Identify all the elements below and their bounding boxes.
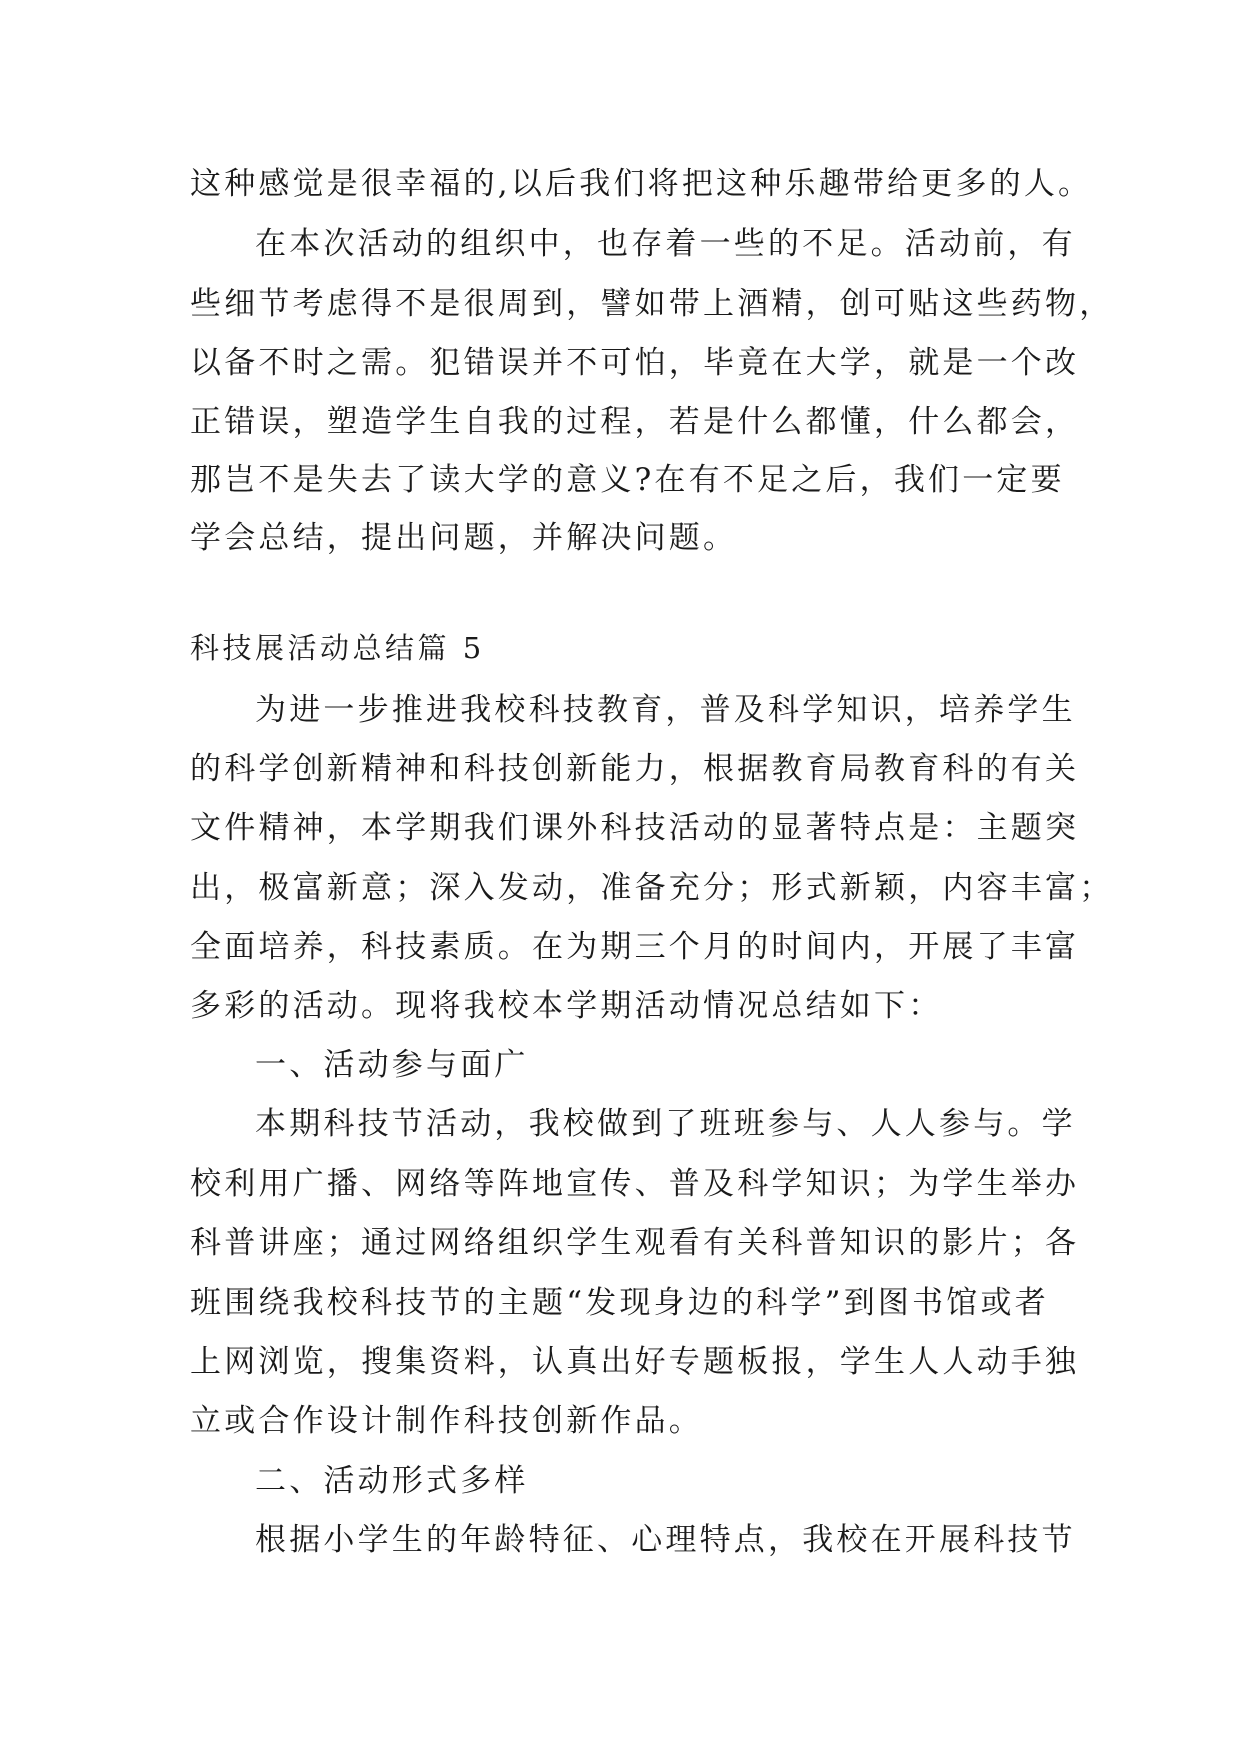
paragraph-line: 科普讲座；通过网络组织学生观看有关科普知识的影片；各 bbox=[190, 1225, 1080, 1261]
paragraph-line: 以备不时之需。犯错误并不可怕，毕竟在大学，就是一个改 bbox=[190, 345, 1080, 381]
paragraph-line: 上网浏览，搜集资料，认真出好专题板报，学生人人动手独 bbox=[190, 1344, 1080, 1380]
paragraph-line: 根据小学生的年龄特征、心理特点，我校在开展科技节 bbox=[255, 1522, 1076, 1558]
section-heading: 科技展活动总结篇 5 bbox=[190, 631, 485, 665]
paragraph-line: 那岂不是失去了读大学的意义?在有不足之后，我们一定要 bbox=[190, 462, 1065, 498]
paragraph-line: 在本次活动的组织中，也存着一些的不足。活动前，有 bbox=[255, 226, 1076, 262]
subsection-heading: 一、活动参与面广 bbox=[255, 1047, 529, 1083]
paragraph-line: 多彩的活动。现将我校本学期活动情况总结如下： bbox=[190, 988, 943, 1024]
paragraph-line: 立或合作设计制作科技创新作品。 bbox=[190, 1403, 703, 1439]
paragraph-line: 这种感觉是很幸福的,以后我们将把这种乐趣带给更多的人。 bbox=[190, 166, 1093, 202]
paragraph-line: 的科学创新精神和科技创新能力，根据教育局教育科的有关 bbox=[190, 751, 1080, 787]
paragraph-line: 出，极富新意；深入发动，准备充分；形式新颖，内容丰富； bbox=[190, 870, 1114, 906]
paragraph-line: 些细节考虑得不是很周到，譬如带上酒精，创可贴这些药物， bbox=[190, 286, 1114, 322]
paragraph-line: 学会总结，提出问题，并解决问题。 bbox=[190, 520, 738, 556]
paragraph-line: 校利用广播、网络等阵地宣传、普及科学知识；为学生举办 bbox=[190, 1166, 1080, 1202]
subsection-heading: 二、活动形式多样 bbox=[255, 1463, 529, 1499]
paragraph-line: 本期科技节活动，我校做到了班班参与、人人参与。学 bbox=[255, 1106, 1076, 1142]
paragraph-line: 文件精神，本学期我们课外科技活动的显著特点是：主题突 bbox=[190, 810, 1080, 846]
paragraph-line: 班围绕我校科技节的主题“发现身边的科学”到图书馆或者 bbox=[190, 1285, 1049, 1321]
paragraph-line: 正错误，塑造学生自我的过程，若是什么都懂，什么都会， bbox=[190, 404, 1080, 440]
paragraph-line: 全面培养，科技素质。在为期三个月的时间内，开展了丰富 bbox=[190, 929, 1080, 965]
paragraph-line: 为进一步推进我校科技教育，普及科学知识，培养学生 bbox=[255, 692, 1076, 728]
